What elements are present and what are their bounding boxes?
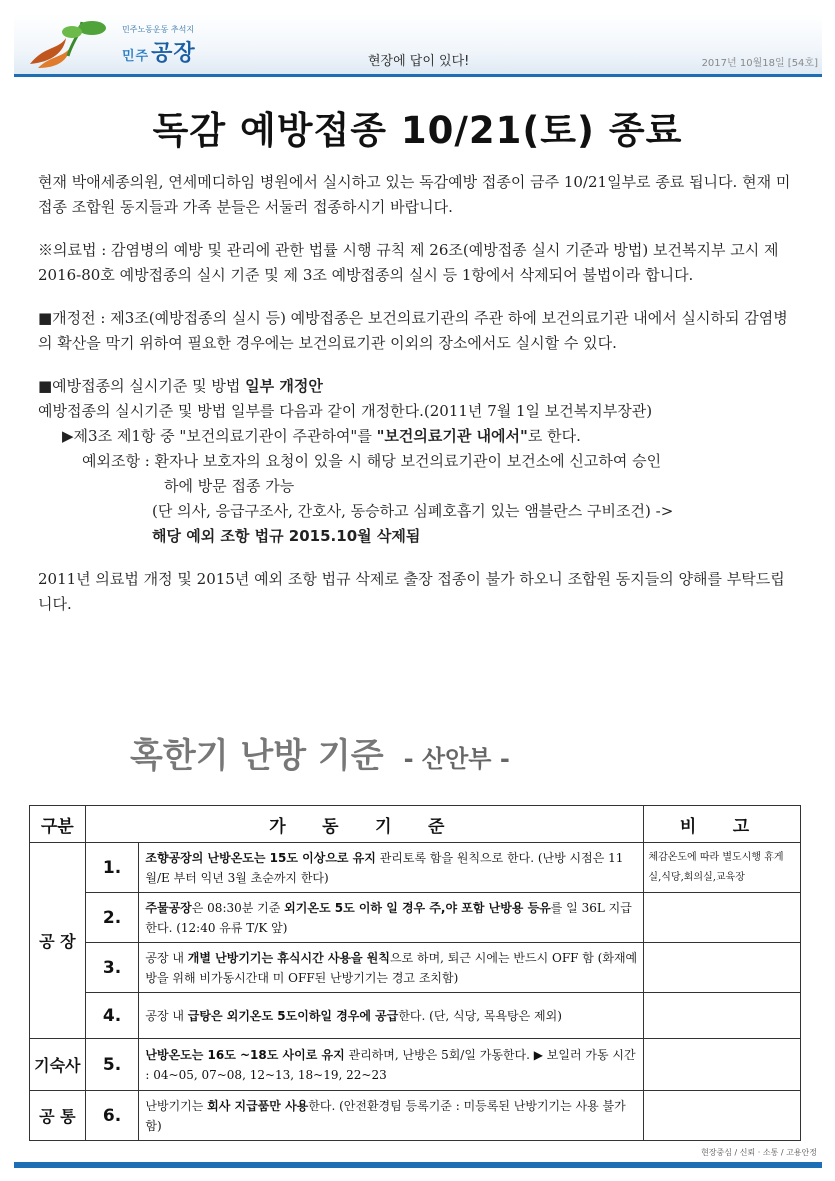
logo-main: 공장 (151, 41, 196, 66)
newsletter-header (14, 14, 822, 77)
paragraph-2: ※의료법 : 감염병의 예방 및 관리에 관한 법률 시행 규칙 제 26조(예방접종 실시 기준과 방법) 보건복지부 고시 제 2016-80호 예방접종의 실시 기준 및 제 3조 예방접종의 실시 등 1항에서 삭제되어 불법이라 합니다. (38, 241, 779, 284)
table-row (30, 943, 801, 993)
paragraph-6-bold: "보건의료기관 내에서" (376, 427, 528, 445)
page-title: 독감 예방접종 10/21(토) 종료 (152, 109, 683, 152)
row-text (139, 1091, 644, 1141)
header-remarks: 비 고 (644, 806, 801, 843)
article-body (38, 170, 798, 617)
table-row (30, 1039, 801, 1091)
paragraph-4-bold: 일부 개정안 (245, 377, 323, 395)
exception-clause-cont: 하에 방문 접종 가능 (164, 477, 295, 495)
row-number: 4. (85, 993, 139, 1039)
footer-slogan: 현장중심 / 신뢰 · 소통 / 고용안정 (701, 1148, 817, 1157)
heating-standard-table (29, 805, 801, 1141)
paragraph-6-text: ▶제3조 제1항 중 "보건의료기관이 주관하여"를 (62, 427, 377, 445)
table-row (30, 843, 801, 893)
table-row (30, 893, 801, 943)
logo-tagline: 민주노동운동 추석지 (122, 25, 195, 34)
row-plain: 를 일 36L 지급한다. (12:40 유류 T/K 앞) (145, 900, 632, 935)
paragraph-closing: 2011년 의료법 개정 및 2015년 예외 조항 법규 삭제로 출장 접종이 불가 하오니 조합원 동지들의 양해를 부탁드립니다. (38, 570, 785, 613)
exception-deleted: 해당 예외 조항 법규 2015.10월 삭제됨 (152, 527, 421, 545)
row-number: 2. (85, 893, 139, 943)
header-criteria: 가 동 기 준 (85, 806, 644, 843)
table-row (30, 1091, 801, 1141)
paragraph-4 (38, 374, 798, 399)
row-remark: 체감온도에 따라 별도시행 휴게실,식당,회의실,교육장 (644, 843, 801, 893)
row-remark (644, 943, 801, 993)
row-bold: 조향공장의 난방온도는 15도 이상으로 유지 (145, 850, 376, 865)
row-plain: 난방기기는 (145, 1098, 208, 1113)
category-dormitory: 기숙사 (30, 1039, 86, 1091)
section-title-main: 혹한기 난방 기준 (130, 736, 384, 776)
issue-date: 2017년 10월18일 [54호] (701, 58, 818, 69)
row-text (139, 1039, 644, 1091)
table-row (30, 993, 801, 1039)
section-title (130, 728, 510, 777)
logo-name (122, 36, 196, 67)
row-plain: 관리하며, 난방은 5회/일 가동한다. ▶ 보일러 가동 시간 : 04~05, 07~08, 12~13, 18~19, 22~23 (145, 1047, 636, 1082)
row-bold: 개별 난방기기는 휴식시간 사용을 원칙 (187, 950, 390, 965)
category-factory: 공 장 (30, 843, 86, 1039)
row-plain: 공장 내 (145, 1008, 188, 1023)
paragraph-6 (38, 424, 798, 449)
paragraph-5: 예방접종의 실시기준 및 방법 일부를 다음과 같이 개정한다.(2011년 7월 1일 보건복지부장관) (38, 402, 653, 420)
footer-bar (14, 1162, 822, 1168)
row-plain: 은 08:30분 기준 (191, 900, 285, 915)
row-remark (644, 993, 801, 1039)
logo-plant-icon (24, 16, 114, 72)
row-bold: 외기온도 5도 이하 일 경우 주,야 포함 난방용 등유 (284, 900, 551, 915)
row-bold: 난방온도는 16도 ~18도 사이로 유지 (145, 1047, 345, 1062)
slogan: 현장에 답이 있다! (368, 54, 470, 69)
section-title-suffix: - 산안부 - (403, 745, 510, 773)
row-plain: 으로 하며, 퇴근 시에는 반드시 OFF 함 (화재예방을 위해 비가동시간대 미 OFF된 난방기기는 경고 조치함) (145, 950, 638, 985)
paragraph-6-tail: 로 한다. (527, 427, 581, 445)
row-bold: 주물공장 (145, 900, 192, 915)
row-number: 5. (85, 1039, 139, 1091)
paragraph-3: ■개정전 : 제3조(예방접종의 실시 등) 예방접종은 보건의료기관의 주관 하에 보건의료기관 내에서 실시하되 감염병의 확산을 막기 위하여 필요한 경우에는 보건의료기관 이외의 장소에서도 실시할 수 있다. (38, 309, 788, 352)
row-plain: 한다. (안전환경팀 등록기준 : 미등록된 난방기기는 사용 불가함) (145, 1098, 626, 1133)
row-bold: 급탕은 외기온도 5도이하일 경우에 공급 (187, 1008, 399, 1023)
paragraph-4-text: ■예방접종의 실시기준 및 방법 (38, 377, 246, 395)
row-remark (644, 893, 801, 943)
row-text (139, 943, 644, 993)
row-number: 1. (85, 843, 139, 893)
row-remark (644, 1039, 801, 1091)
row-number: 6. (85, 1091, 139, 1141)
row-plain: 한다. (단, 식당, 목욕탕은 제외) (398, 1008, 562, 1023)
row-plain: 관리토록 함을 원칙으로 한다. (난방 시점은 11월/E 부터 익년 3월 초순까지 한다) (145, 850, 624, 885)
table-header-row (30, 806, 801, 843)
header-category: 구분 (30, 806, 86, 843)
paragraph-1: 현재 박애세종의원, 연세메디하임 병원에서 실시하고 있는 독감예방 접종이 금주 10/21일부로 종료 됩니다. 현재 미 접종 조합원 동지들과 가족 분들은 서둘러 접종하시기 바랍니다. (38, 173, 791, 216)
category-common: 공 통 (30, 1091, 86, 1141)
row-remark (644, 1091, 801, 1141)
row-number: 3. (85, 943, 139, 993)
exception-clause: 예외조항 : 환자나 보호자의 요청이 있을 시 해당 보건의료기관이 보건소에 신고하여 승인 (82, 452, 662, 470)
exception-condition: (단 의사, 응급구조사, 간호사, 동승하고 심폐호흡기 있는 앰블란스 구비조건) -> (152, 502, 674, 520)
row-text (139, 893, 644, 943)
row-plain: 공장 내 (145, 950, 188, 965)
row-bold: 회사 지급품만 사용 (207, 1098, 309, 1113)
logo-prefix: 민주 (122, 49, 150, 64)
row-text (139, 993, 644, 1039)
logo (24, 16, 214, 72)
row-text (139, 843, 644, 893)
